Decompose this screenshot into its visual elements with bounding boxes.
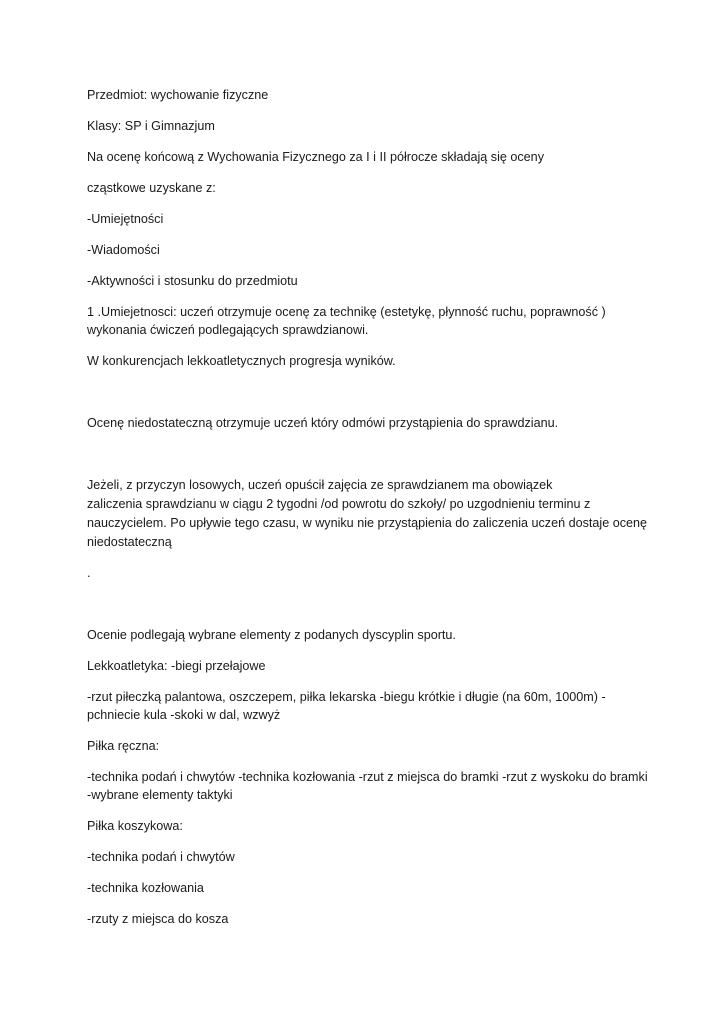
criteria-item: -Umiejętności xyxy=(87,212,164,226)
classes-line: Klasy: SP i Gimnazjum xyxy=(87,119,215,133)
subject-line: Przedmiot: wychowanie fizyczne xyxy=(87,88,269,102)
absence-paragraph-line: niedostateczną xyxy=(87,535,172,549)
skills-paragraph-line: wykonania ćwiczeń podlegających sprawdzianowi. xyxy=(87,323,369,337)
skills-paragraph-line: 1 .Umiejetnosci: uczeń otrzymuje ocenę za technikę (estetykę, płynność ruchu, poprawność ) xyxy=(87,305,606,319)
basketball-item: -technika kozłowania xyxy=(87,881,204,895)
insufficient-grade-note: Ocenę niedostateczną otrzymuje uczeń który odmówi przystąpienia do sprawdzianu. xyxy=(87,416,559,430)
basketball-item: -rzuty z miejsca do kosza xyxy=(87,912,229,926)
intro-line: Na ocenę końcową z Wychowania Fizycznego za I i II półrocze składają się oceny xyxy=(87,150,544,164)
athletics-list-line: pchniecie kula -skoki w dal, wzwyż xyxy=(87,708,281,722)
graded-elements-line: Ocenie podlegają wybrane elementy z podanych dyscyplin sportu. xyxy=(87,628,456,642)
handball-list-line: -wybrane elementy taktyki xyxy=(87,788,233,802)
athletics-list-line: -rzut piłeczką palantowa, oszczepem, piłka lekarska -biegu krótkie i długie (na 60m, 1000m) - xyxy=(87,690,606,704)
intro-line: cząstkowe uzyskane z: xyxy=(87,181,216,195)
handball-list-line: -technika podań i chwytów -technika kozłowania -rzut z miejsca do bramki -rzut z wyskoku do bramki xyxy=(87,770,648,784)
criteria-item: -Wiadomości xyxy=(87,243,160,257)
athletics-progress-line: W konkurencjach lekkoatletycznych progresja wyników. xyxy=(87,354,396,368)
handball-header: Piłka ręczna: xyxy=(87,739,160,753)
stray-dot: . xyxy=(87,566,91,580)
absence-paragraph-line: nauczycielem. Po upływie tego czasu, w wyniku nie przystąpienia do zaliczenia uczeń dostaje ocenę xyxy=(87,516,648,530)
absence-paragraph-line: zaliczenia sprawdzianu w ciągu 2 tygodni /od powrotu do szkoły/ po uzgodnieniu terminu z xyxy=(87,497,591,511)
criteria-item: -Aktywności i stosunku do przedmiotu xyxy=(87,274,298,288)
basketball-header: Piłka koszykowa: xyxy=(87,819,183,833)
basketball-item: -technika podań i chwytów xyxy=(87,850,235,864)
athletics-header: Lekkoatletyka: -biegi przełajowe xyxy=(87,659,266,673)
absence-paragraph-line: Jeżeli, z przyczyn losowych, uczeń opuścił zajęcia ze sprawdzianem ma obowiązek xyxy=(87,478,553,492)
